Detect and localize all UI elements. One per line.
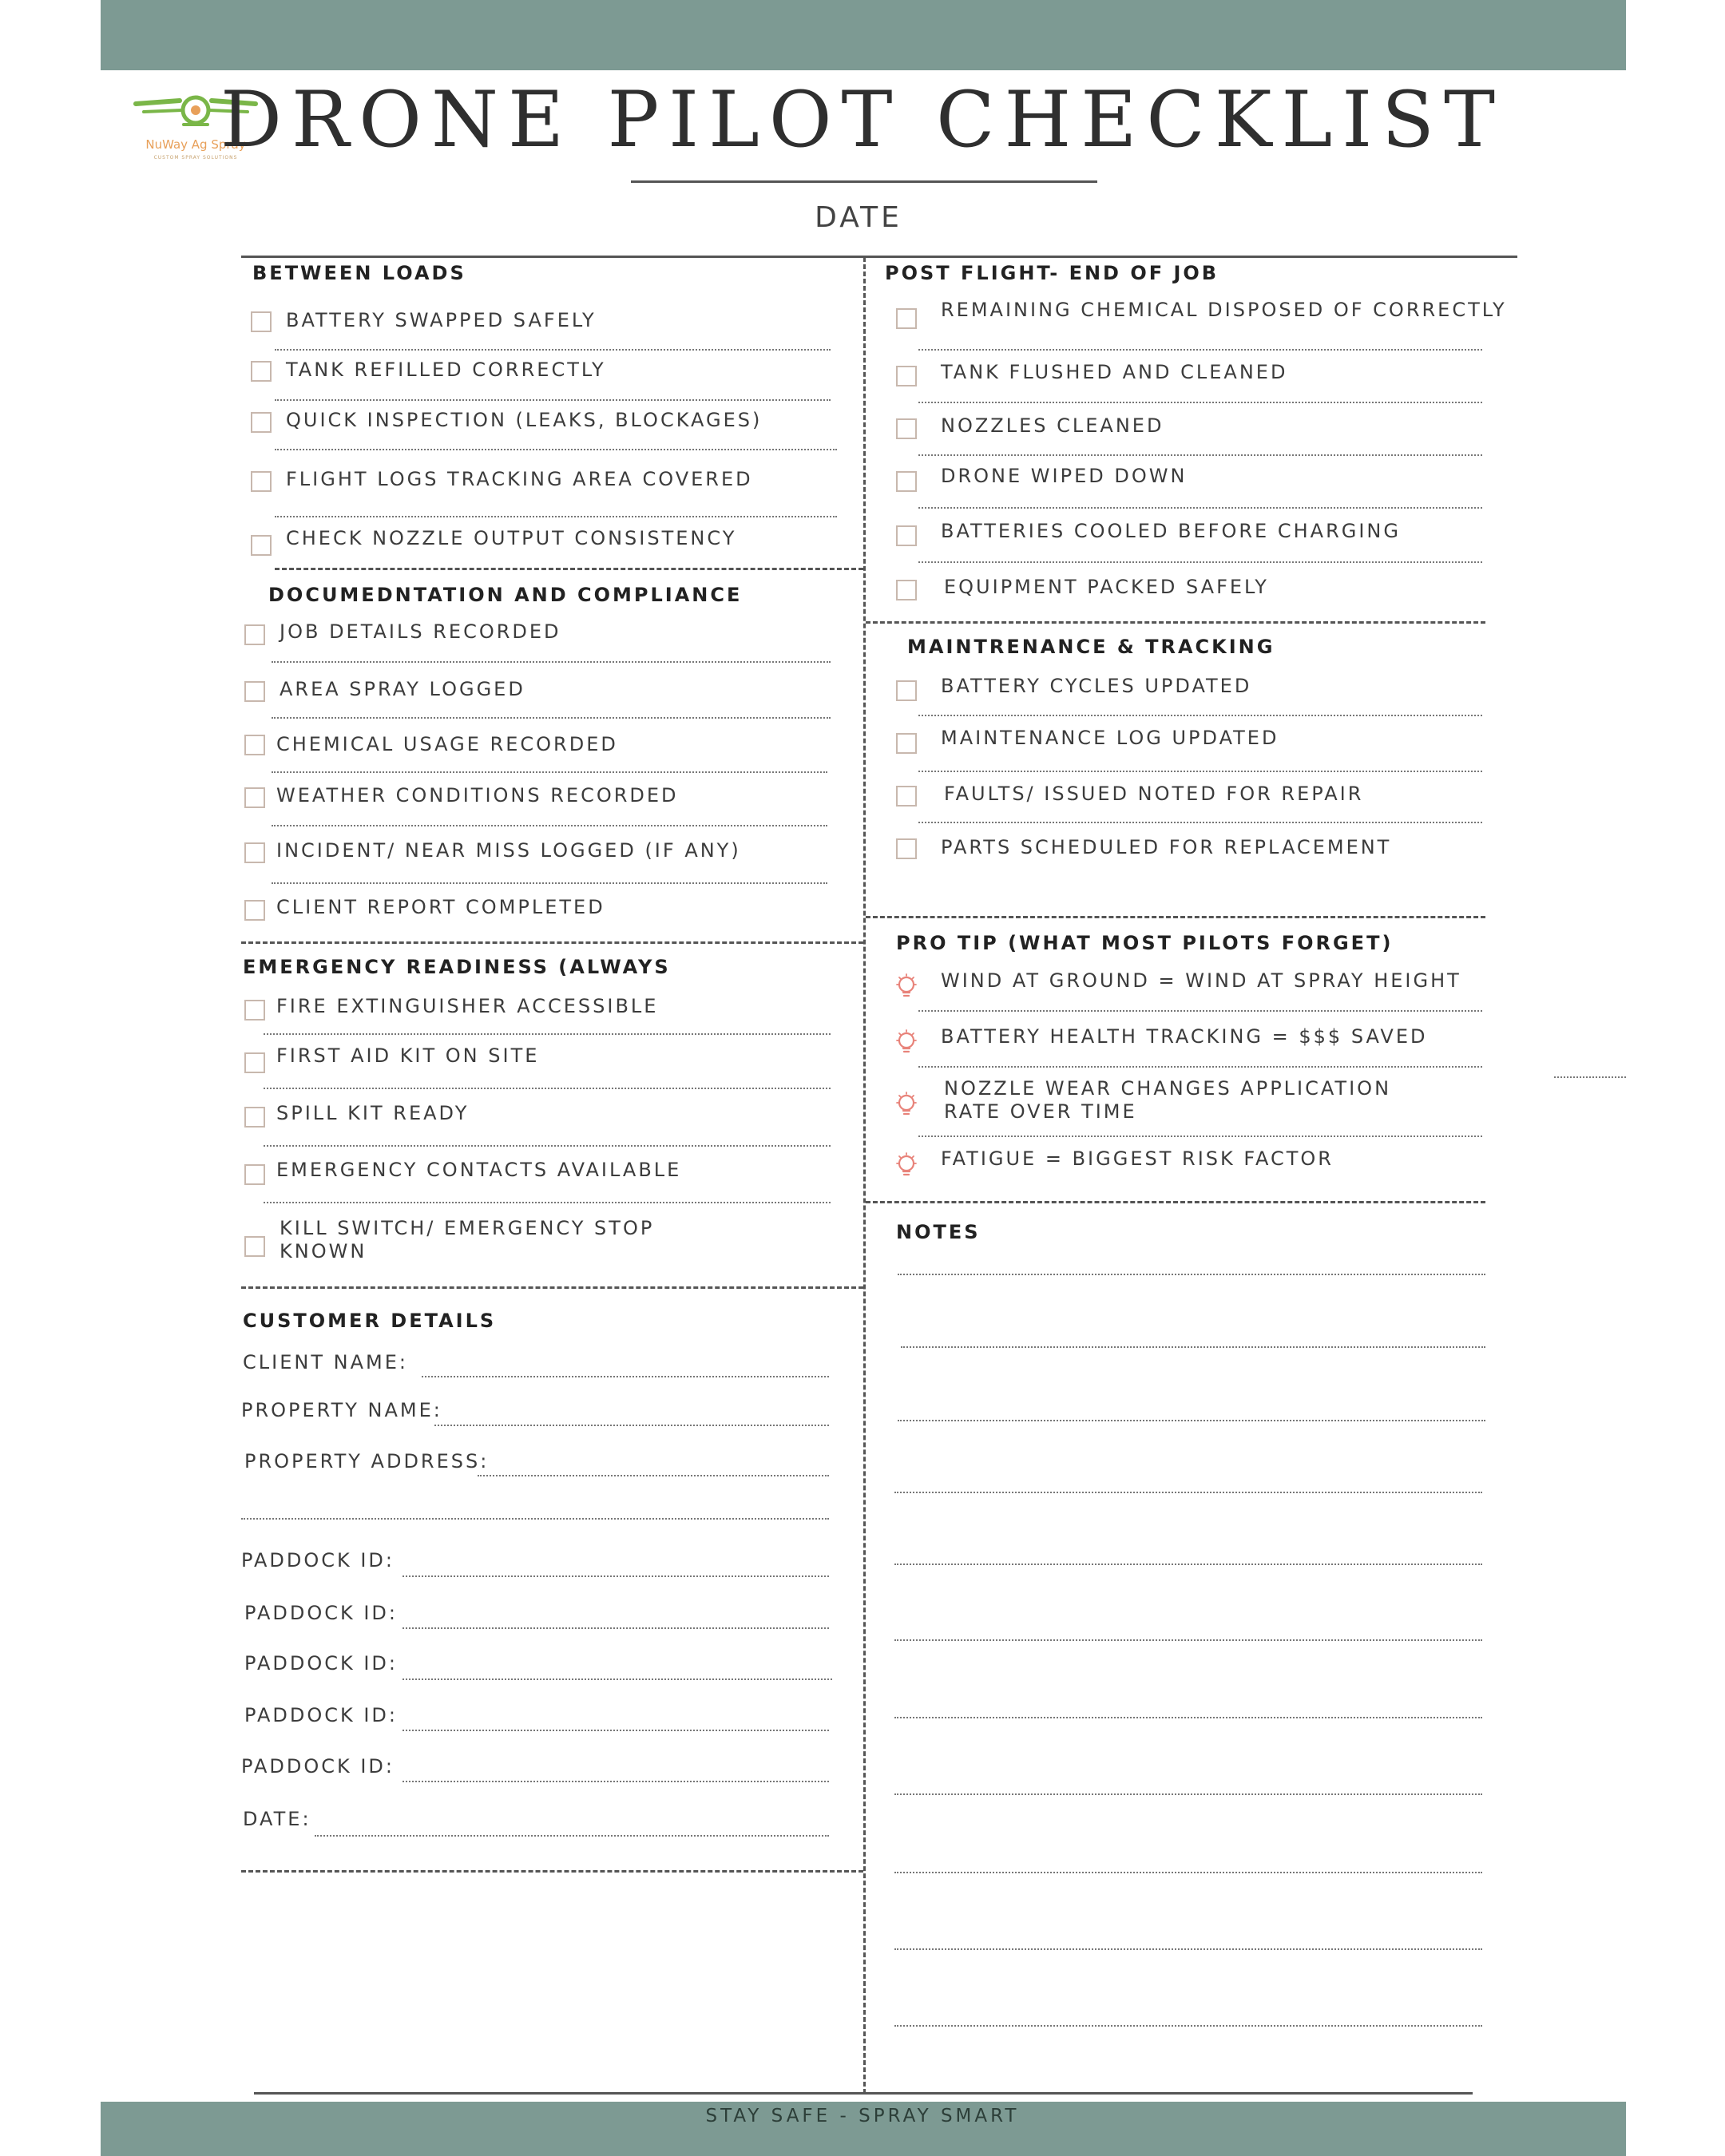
lightbulb-icon [894, 1028, 918, 1057]
checkbox[interactable] [244, 735, 265, 755]
item-divider [264, 1202, 831, 1203]
notes-line[interactable] [894, 1948, 1482, 1950]
section-divider [866, 621, 1485, 624]
checklist-item: REMAINING CHEMICAL DISPOSED OF CORRECTLY [941, 299, 1507, 321]
column-divider [863, 257, 866, 2094]
margin-dots [1554, 1076, 1626, 1078]
lightbulb-icon [894, 1091, 918, 1120]
field-label-date: DATE: [243, 1808, 311, 1830]
checkbox[interactable] [244, 842, 265, 863]
item-divider [275, 449, 837, 450]
tip-item: BATTERY HEALTH TRACKING = $$$ SAVED [941, 1025, 1428, 1048]
checklist-item: EMERGENCY CONTACTS AVAILABLE [276, 1159, 682, 1181]
item-divider [275, 516, 837, 517]
checkbox[interactable] [244, 1000, 265, 1021]
checklist-item: CHEMICAL USAGE RECORDED [276, 733, 618, 755]
paddock-id-field[interactable] [402, 1575, 829, 1577]
checklist-item: FIRST AID KIT ON SITE [276, 1044, 540, 1067]
checkbox[interactable] [251, 311, 272, 332]
notes-line[interactable] [894, 1639, 1482, 1641]
item-divider [918, 454, 1482, 456]
checklist-item: INCIDENT/ NEAR MISS LOGGED (IF ANY) [276, 839, 741, 862]
item-divider [272, 771, 827, 773]
paddock-id-field[interactable] [402, 1678, 832, 1680]
checklist-item: JOB DETAILS RECORDED [280, 620, 561, 643]
checkbox[interactable] [896, 418, 917, 439]
notes-line[interactable] [894, 2025, 1482, 2027]
checklist-item: FIRE EXTINGUISHER ACCESSIBLE [276, 995, 659, 1017]
checkbox[interactable] [896, 471, 917, 492]
checklist-item: CLIENT REPORT COMPLETED [276, 896, 605, 918]
checkbox[interactable] [896, 786, 917, 807]
checkbox[interactable] [896, 733, 917, 754]
item-divider [272, 717, 831, 719]
paddock-id-field[interactable] [402, 1730, 829, 1731]
section-title-maintenance: MAINTRENANCE & TRACKING [907, 636, 1275, 658]
section-title-pro-tip: PRO TIP (WHAT MOST PILOTS FORGET) [896, 932, 1394, 954]
item-divider [264, 1088, 831, 1089]
section-divider [241, 1286, 863, 1289]
field-label-paddock-id: PADDOCK ID: [244, 1704, 398, 1726]
checklist-item: BATTERY SWAPPED SAFELY [286, 309, 597, 331]
checkbox[interactable] [244, 900, 265, 921]
title-underline [631, 180, 1097, 183]
checkbox[interactable] [896, 366, 917, 386]
checklist-item: BATTERIES COOLED BEFORE CHARGING [941, 520, 1401, 542]
checkbox[interactable] [896, 580, 917, 600]
item-divider [918, 1066, 1482, 1068]
checkbox[interactable] [251, 471, 272, 492]
section-title-between-loads: BETWEEN LOADS [252, 262, 466, 284]
field-label-property-address: PROPERTY ADDRESS: [244, 1450, 490, 1472]
field-label-paddock-id: PADDOCK ID: [241, 1755, 395, 1778]
header-band [101, 0, 1626, 70]
header-divider [241, 256, 1517, 258]
lightbulb-icon [894, 1151, 918, 1180]
section-title-notes: NOTES [896, 1221, 981, 1243]
item-divider [918, 771, 1482, 772]
section-title-emergency: EMERGENCY READINESS (ALWAYS [243, 956, 671, 978]
section-title-post-flight: POST FLIGHT- END OF JOB [885, 262, 1219, 284]
section-divider [275, 568, 863, 570]
checkbox[interactable] [244, 681, 265, 702]
item-divider [272, 825, 827, 826]
field-label-paddock-id: PADDOCK ID: [244, 1602, 398, 1624]
checklist-item: MAINTENANCE LOG UPDATED [941, 727, 1279, 749]
checklist-item: WEATHER CONDITIONS RECORDED [276, 784, 679, 807]
date-label: DATE [815, 201, 902, 234]
client-name-field[interactable] [422, 1376, 829, 1377]
checkbox[interactable] [896, 525, 917, 546]
checklist-item: SPILL KIT READY [276, 1102, 470, 1124]
notes-line[interactable] [894, 1492, 1482, 1493]
notes-line[interactable] [894, 1563, 1482, 1565]
field-label-property-name: PROPERTY NAME: [241, 1399, 442, 1421]
field-label-client-name: CLIENT NAME: [243, 1351, 408, 1373]
property-address-field-line2[interactable] [241, 1518, 829, 1520]
item-divider [918, 822, 1482, 823]
logo-tagline: CUSTOM SPRAY SOLUTIONS [153, 155, 238, 161]
paddock-id-field[interactable] [402, 1781, 829, 1782]
notes-line[interactable] [901, 1346, 1485, 1348]
checkbox[interactable] [251, 535, 272, 556]
checklist-item: CHECK NOZZLE OUTPUT CONSISTENCY [286, 527, 737, 549]
notes-line[interactable] [894, 1872, 1482, 1873]
checkbox[interactable] [251, 412, 272, 433]
field-label-paddock-id: PADDOCK ID: [241, 1549, 395, 1571]
section-divider [866, 916, 1485, 918]
item-divider [918, 1010, 1482, 1012]
notes-line[interactable] [898, 1420, 1485, 1421]
checklist-item: EQUIPMENT PACKED SAFELY [944, 576, 1269, 598]
checklist-item: BATTERY CYCLES UPDATED [941, 675, 1252, 697]
item-divider [918, 561, 1482, 563]
footer-slogan: STAY SAFE - SPRAY SMART [705, 2106, 1020, 2126]
section-divider [241, 941, 863, 944]
lightbulb-icon [894, 973, 918, 1001]
checkbox[interactable] [244, 624, 265, 645]
checkbox[interactable] [244, 1164, 265, 1185]
property-name-field[interactable] [434, 1425, 829, 1426]
checkbox[interactable] [896, 308, 917, 329]
checkbox[interactable] [244, 787, 265, 808]
checklist-item: AREA SPRAY LOGGED [280, 678, 525, 700]
checkbox[interactable] [244, 1236, 265, 1257]
item-divider [918, 402, 1482, 403]
paddock-id-field[interactable] [402, 1627, 829, 1629]
logo-name: NuWay Ag Spray [145, 137, 246, 152]
item-divider [918, 1135, 1482, 1137]
notes-line[interactable] [898, 1274, 1485, 1275]
checklist-item: PARTS SCHEDULED FOR REPLACEMENT [941, 836, 1392, 858]
checkbox[interactable] [244, 1107, 265, 1128]
checklist-item: NOZZLES CLEANED [941, 414, 1164, 437]
checklist-item: KILL SWITCH/ EMERGENCY STOP KNOWN [280, 1217, 655, 1262]
section-divider [866, 1201, 1485, 1203]
tip-item: FATIGUE = BIGGEST RISK FACTOR [941, 1147, 1334, 1170]
footer-rule [254, 2092, 1473, 2095]
item-divider [275, 399, 831, 401]
field-label-paddock-id: PADDOCK ID: [244, 1652, 398, 1674]
section-title-customer: CUSTOMER DETAILS [243, 1310, 497, 1332]
page-title: DRONE PILOT CHECKLIST [220, 75, 1505, 164]
section-divider [241, 1870, 863, 1873]
notes-line[interactable] [894, 1793, 1482, 1795]
checklist-item: QUICK INSPECTION (LEAKS, BLOCKAGES) [286, 409, 763, 431]
checklist-item: FLIGHT LOGS TRACKING AREA COVERED [286, 468, 753, 490]
date-field[interactable] [315, 1835, 829, 1837]
item-divider [918, 349, 1482, 351]
checkbox[interactable] [244, 1052, 265, 1073]
item-divider [264, 1145, 831, 1147]
checklist-item: TANK REFILLED CORRECTLY [286, 359, 606, 381]
property-address-field[interactable] [478, 1475, 829, 1476]
checklist-item: DRONE WIPED DOWN [941, 465, 1188, 487]
checkbox[interactable] [251, 361, 272, 382]
notes-line[interactable] [894, 1717, 1482, 1718]
item-divider [272, 882, 827, 884]
item-divider [275, 349, 831, 351]
item-divider [918, 715, 1482, 716]
tip-item: NOZZLE WEAR CHANGES APPLICATION RATE OVER TIME [944, 1077, 1392, 1123]
checklist-item: TANK FLUSHED AND CLEANED [941, 361, 1288, 383]
item-divider [272, 661, 831, 663]
checklist-item: FAULTS/ ISSUED NOTED FOR REPAIR [944, 783, 1364, 805]
checkbox[interactable] [896, 680, 917, 701]
item-divider [918, 507, 1482, 509]
section-title-documentation: DOCUMEDNTATION AND COMPLIANCE [268, 584, 743, 606]
checkbox[interactable] [896, 838, 917, 859]
tip-item: WIND AT GROUND = WIND AT SPRAY HEIGHT [941, 969, 1461, 992]
item-divider [264, 1033, 831, 1035]
